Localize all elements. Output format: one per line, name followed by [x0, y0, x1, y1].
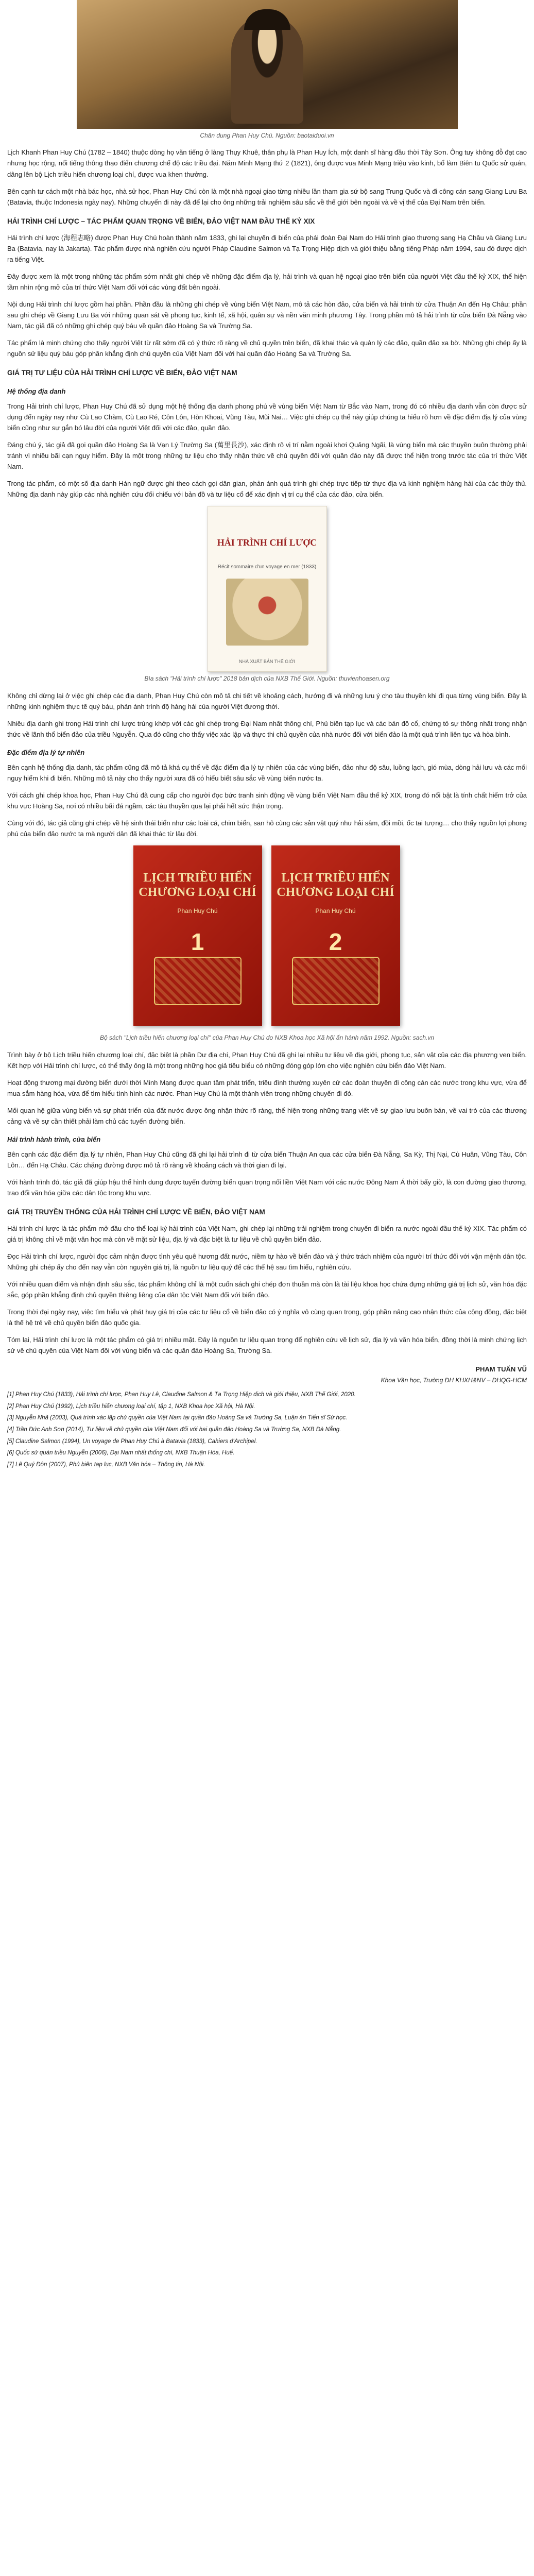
volume-title: LỊCH TRIỀU HIẾN CHƯƠNG LOẠI CHÍ	[277, 871, 394, 899]
reference-item: [3] Nguyễn Nhã (2003), Quá trình xác lập chủ quyền của Việt Nam tại quần đảo Hoàng Sa và Trường Sa, Luận án Tiến sĩ Sử học.	[7, 1415, 348, 1421]
volume-number: 2	[329, 928, 342, 956]
paragraph: Đây được xem là một trong những tác phẩm sớm nhất ghi chép về những đặc điểm địa lý, hải trình và quan hệ ngoại giao trên biển của người Việt đầu thế kỷ XIX, thể hiện tầm nhìn rộng mở của trí thức Việt Nam đối với các vùng đất bên ngoài.	[7, 272, 527, 291]
volume-ornament	[154, 957, 242, 1005]
references	[7, 1391, 527, 1469]
reference-item: [6] Quốc sử quán triều Nguyễn (2006), Đại Nam nhất thống chí, NXB Thuận Hóa, Huế.	[7, 1450, 235, 1456]
paragraph: Nội dung Hải trình chí lược gồm hai phần. Phần đầu là những ghi chép về vùng biển Việt Nam, mô tả các hòn đảo, cửa biển và hải trình từ cửa Thuận An đến Hạ Châu; phần sau ghi chép về Giang Lưu Ba với những quan sát về phong tục, kinh tế, xã hội, quân sự và nền văn minh phương Tây. Trong phần mô tả hải trình từ cửa biển Đà Nẵng vào Nam, tác giả đã có những ghi chép quý báu về quần đảo Hoàng Sa và Trường Sa.	[7, 300, 527, 330]
intro-paragraph: Bên cạnh tư cách một nhà bác học, nhà sử học, Phan Huy Chú còn là một nhà ngoại giao từng nhiều lần tham gia sứ bộ sang Trung Quốc và đi công cán sang Giang Lưu Ba (Batavia, thuộc Indonesia ngày nay). Những chuyến đi này đã để lại cho ông những trải nghiệm sâu sắc về thế giới bên ngoài và về vị thế của Đại Nam trên biển.	[7, 187, 527, 206]
paragraph: Đáng chú ý, tác giả đã gọi quần đảo Hoàng Sa là Vạn Lý Trường Sa (萬里長沙), xác định rõ vị trí nằm ngoài khơi Quảng Ngãi, là vùng biển mà các thuyền buôn thường phải tránh vì nhiều bãi cạn nguy hiểm. Đây là một trong những tư liệu cho thấy nhận thức về chủ quyền đối với quần đảo này đã được thể hiện trong trước tác của trí thức Việt Nam.	[7, 441, 527, 471]
book-set-caption: Bộ sách "Lịch triều hiến chương loại chí" của Phan Huy Chú do NXB Khoa học Xã hội ấn hành năm 1992. Nguồn: sach.vn	[99, 1034, 435, 1042]
book-title: HẢI TRÌNH CHÍ LƯỢC	[217, 537, 317, 548]
subsection-heading: Hệ thống địa danh	[7, 387, 66, 395]
volume-author: Phan Huy Chú	[315, 907, 356, 915]
subsection-heading: Hải trình hành trình, cửa biển	[7, 1135, 101, 1143]
book-subtitle: Récit sommaire d'un voyage en mer (1833)	[217, 564, 317, 570]
volume-title: LỊCH TRIỀU HIẾN CHƯƠNG LOẠI CHÍ	[139, 871, 256, 899]
volume-number: 1	[191, 928, 204, 956]
paragraph: Không chỉ dừng lại ở việc ghi chép các địa danh, Phan Huy Chú còn mô tả chi tiết về khoảng cách, hướng đi và những lưu ý cho tàu thuyền khi đi qua từng vùng biển. Đây là những kinh nghiệm thực tế quý báu, phản ánh trình độ hàng hải của người Việt đương thời.	[7, 691, 527, 710]
reference-item: [7] Lê Quý Đôn (2007), Phủ biên tạp lục, NXB Văn hóa – Thông tin, Hà Nội.	[7, 1462, 205, 1468]
book-caption: Bìa sách "Hải trình chí lược" 2018 bản dịch của NXB Thế Giới. Nguồn: thuvienhoasen.org	[144, 675, 390, 683]
volume-ornament	[292, 957, 380, 1005]
paragraph: Tóm lại, Hải trình chí lược là một tác phẩm có giá trị nhiều mặt. Đây là nguồn tư liệu quan trọng để nghiên cứu về lịch sử, địa lý và văn hóa biển, đồng thời là minh chứng lịch sử về chủ quyền của Việt Nam đối với vùng biển và các quần đảo Hoàng Sa, Trường Sa.	[7, 1336, 527, 1355]
book-set-image	[133, 845, 401, 1031]
paragraph: Trong tác phẩm, có một số địa danh Hán ngữ được ghi theo cách gọi dân gian, phản ánh quá trình ghi chép trực tiếp từ thực địa và kinh nghiệm hàng hải của các thủy thủ. Những địa danh này giúp các nhà nghiên cứu đối chiếu với bản đồ và tư liệu cổ để xác định vị trí cụ thể của các đảo, cửa biển.	[7, 480, 527, 499]
book-volume	[271, 845, 400, 1026]
paragraph: Trong Hải trình chí lược, Phan Huy Chú đã sử dụng một hệ thống địa danh phong phú về vùng biển Việt Nam từ Bắc vào Nam, trong đó có nhiều địa danh vẫn còn được sử dụng đến ngày nay như Cù Lao Chàm, Cù Lao Ré, Côn Lôn, Hòn Khoai, Vũng Tàu, Mũi Nai… Việc ghi chép cụ thể này giúp chúng ta hiểu rõ hơn về đặc điểm địa lý của vùng biển cũng như sự gắn bó lâu đời của người Việt đối với các đảo, quần đảo.	[7, 402, 527, 432]
reference-item: [2] Phan Huy Chú (1992), Lịch triều hiến chương loại chí, tập 1, NXB Khoa học Xã hội, Hà Nội.	[7, 1403, 255, 1410]
paragraph: Cùng với đó, tác giả cũng ghi chép về hệ sinh thái biển như các loài cá, chim biển, san hô cùng các sản vật quý như hải sâm, đồi mồi, ốc tai tượng… cho thấy nguồn lợi phong phú của biển đảo nước ta mà người dân đã khai thác từ lâu đời.	[7, 819, 527, 838]
reference-item: [4] Trần Đức Anh Sơn (2014), Tư liệu về chủ quyền của Việt Nam đối với hai quần đảo Hoàng Sa và Trường Sa, NXB Đà Nẵng.	[7, 1427, 341, 1433]
paragraph: Mối quan hệ giữa vùng biển và sự phát triển của đất nước được ông nhận thức rõ ràng, thể hiện trong những trang viết về sự giao lưu buôn bán, về vai trò của các thương cảng và về sự cần thiết phải làm chủ các tuyến đường biển.	[7, 1106, 527, 1125]
paragraph: Với cách ghi chép khoa học, Phan Huy Chú đã cung cấp cho người đọc bức tranh sinh động về vùng biển Việt Nam đầu thế kỷ XIX, trong đó nổi bật là tính chất hiểm trở của khu vực Hoàng Sa, nơi có nhiều bãi đá ngầm, các tàu thuyền qua lại phải hết sức thận trọng.	[7, 791, 527, 810]
reference-item: [1] Phan Huy Chú (1833), Hải trình chí lược, Phan Huy Lê, Claudine Salmon & Tạ Trọng Hiệp dịch và giới thiệu, NXB Thế Giới, 2020.	[7, 1392, 356, 1398]
paragraph: Với hành trình đó, tác giả đã giúp hậu thế hình dung được tuyến đường biển quan trọng nối liền Việt Nam với các nước Đông Nam Á thời bấy giờ, là con đường giao thương, trao đổi văn hóa giữa các dân tộc trong khu vực.	[7, 1178, 527, 1197]
paragraph: Với nhiều quan điểm và nhận định sâu sắc, tác phẩm không chỉ là một cuốn sách ghi chép đơn thuần mà còn là tài liệu khoa học chứa đựng những giá trị lịch sử, văn hóa đặc sắc, góp phần khẳng định chủ quyền thiêng liêng của dân tộc Việt Nam đối với biển đảo.	[7, 1280, 527, 1299]
book-cover-image	[208, 506, 327, 672]
subsection-heading: Đặc điểm địa lý tự nhiên	[7, 748, 85, 756]
section-heading: GIÁ TRỊ TRUYỀN THỐNG CỦA HẢI TRÌNH CHÍ LƯỢC VỀ BIỂN, ĐẢO VIỆT NAM	[7, 1208, 265, 1216]
portrait-figure	[231, 15, 303, 124]
book-publisher: NHÀ XUẤT BẢN THẾ GIỚI	[239, 658, 295, 664]
paragraph: Bên cạnh các đặc điểm địa lý tự nhiên, Phan Huy Chú cũng đã ghi lại hải trình đi từ cửa biển Thuận An qua các cửa biển Đà Nẵng, Sa Kỳ, Thị Nại, Cù Huân, Vũng Tàu, Côn Lôn… đến Hạ Châu. Các chặng đường được mô tả rõ ràng về khoảng cách và thời gian đi lại.	[7, 1150, 527, 1170]
author-name: PHAM TUẤN VŨ	[475, 1365, 527, 1373]
reference-item: [5] Claudine Salmon (1994), Un voyage de Phan Huy Chú à Batavia (1833), Cahiers d'Archipel.	[7, 1438, 257, 1445]
paragraph: Hoạt động thương mại đường biển dưới thời Minh Mạng được quan tâm phát triển, triều đình thường xuyên cử các đoàn thuyền đi công cán các nước trong khu vực, vừa để mua sắm hàng hóa, vừa để tìm hiểu tình hình các nước. Phan Huy Chú là một thành viên trong những chuyến đi đó.	[7, 1078, 527, 1097]
section-heading: GIÁ TRỊ TƯ LIỆU CỦA HẢI TRÌNH CHÍ LƯỢC VỀ BIỂN, ĐẢO VIỆT NAM	[7, 369, 237, 377]
paragraph: Tác phẩm là minh chứng cho thấy người Việt từ rất sớm đã có ý thức rõ ràng về chủ quyền trên biển, đã khai thác và quản lý các đảo, quần đảo xa bờ. Những ghi chép ấy là nguồn sử liệu quý báu góp phần khẳng định chủ quyền của Việt Nam đối với hai quần đảo Hoàng Sa và Trường Sa.	[7, 338, 527, 358]
paragraph: Trong thời đại ngày nay, việc tìm hiểu và phát huy giá trị của các tư liệu cổ về biển đảo có ý nghĩa vô cùng quan trọng, góp phần nâng cao nhận thức của cộng đồng, đặc biệt là thế hệ trẻ về chủ quyền biển đảo quốc gia.	[7, 1308, 527, 1327]
paragraph: Nhiều địa danh ghi trong Hải trình chí lược trùng khớp với các ghi chép trong Đại Nam nhất thống chí, Phủ biên tạp lục và các bản đồ cổ, chứng tỏ sự thống nhất trong nhận thức về lãnh thổ biển đảo của triều Nguyễn. Qua đó cũng cho thấy việc xác lập và thực thi chủ quyền của nhà nước đối với biển đảo là một quá trình liên tục và hòa bình.	[7, 719, 527, 738]
author-affiliation: Khoa Văn học, Trường ĐH KHXH&NV – ĐHQG-HCM	[381, 1376, 527, 1384]
book-volume	[133, 845, 262, 1026]
paragraph: Hải trình chí lược (海程志略) được Phan Huy Chú hoàn thành năm 1833, ghi lại chuyến đi biển của phái đoàn Đại Nam do Hải trình giao thương sang Hạ Châu và Giang Lưu Ba (Batavia, nay là Jakarta). Tác phẩm được nhà nghiên cứu người Pháp Claudine Salmon và Tạ Trọng Hiệp dịch và giới thiệu bằng tiếng Pháp năm 1994, sau đó được dịch ra tiếng Việt.	[7, 233, 527, 263]
book-artwork	[226, 579, 308, 646]
section-heading: HẢI TRÌNH CHÍ LƯỢC – TÁC PHẨM QUAN TRỌNG VỀ BIỂN, ĐẢO VIỆT NAM ĐẦU THẾ KỶ XIX	[7, 217, 315, 225]
portrait-hat	[244, 9, 290, 30]
paragraph: Hải trình chí lược là tác phẩm mở đầu cho thể loại ký hải trình của Việt Nam, ghi chép lại những trải nghiệm trong chuyến đi biển ra nước ngoài đầu thế kỷ XIX. Tác phẩm có giá trị không chỉ về mặt văn học mà còn về mặt sử liệu, địa lý và đặc biệt là tư liệu về chủ quyền biển đảo.	[7, 1225, 527, 1244]
paragraph: Trình bày ở bộ Lịch triều hiến chương loại chí, đặc biệt là phần Dư địa chí, Phan Huy Chú đã ghi lại nhiều tư liệu về địa giới, phong tục, sản vật của các địa phương ven biển. Kết hợp với Hải trình chí lược, có thể thấy ông là một trong những học giả tiêu biểu có những đóng góp lớn cho việc nghiên cứu biển đảo Việt Nam.	[7, 1050, 527, 1070]
paragraph: Bên cạnh hệ thống địa danh, tác phẩm cũng đã mô tả khá cụ thể về đặc điểm địa lý tự nhiên của các vùng biển, đảo như độ sâu, luồng lạch, gió mùa, dòng hải lưu và các mối nguy hiểm khi đi biển. Những mô tả này cho thấy người xưa đã có hiểu biết sâu sắc về vùng biển nước ta.	[7, 763, 527, 782]
hero-portrait-image	[77, 0, 458, 129]
paragraph: Đọc Hải trình chí lược, người đọc cảm nhận được tình yêu quê hương đất nước, niềm tự hào về biển đảo và ý thức trách nhiệm của người trí thức đối với vận mệnh dân tộc. Những ghi chép ấy cho đến nay vẫn còn nguyên giá trị, là nguồn tư liệu quý để các thế hệ sau tìm hiểu, nghiên cứu.	[7, 1252, 527, 1272]
volume-author: Phan Huy Chú	[177, 907, 218, 915]
intro-paragraph: Lịch Khanh Phan Huy Chú (1782 – 1840) thuộc dòng họ văn tiếng ở làng Thụy Khuê, thân phụ là Phan Huy Ích, một danh sĩ hàng đầu thời Tây Sơn. Ông tuy không đỗ đạt cao nhưng học rộng, nổi tiếng thông thạo điển chương chế độ các triều đại. Năm Minh Mạng thứ 2 (1821), ông được vua Minh Mạng triệu vào kinh, bổ làm Biên tu Quốc sử quán, dâng lên bộ Lịch triều hiến chương loại chí, được vua khen thưởng.	[7, 148, 527, 178]
hero-caption: Chân dung Phan Huy Chú. Nguồn: baotaiduoi.vn	[200, 132, 334, 139]
